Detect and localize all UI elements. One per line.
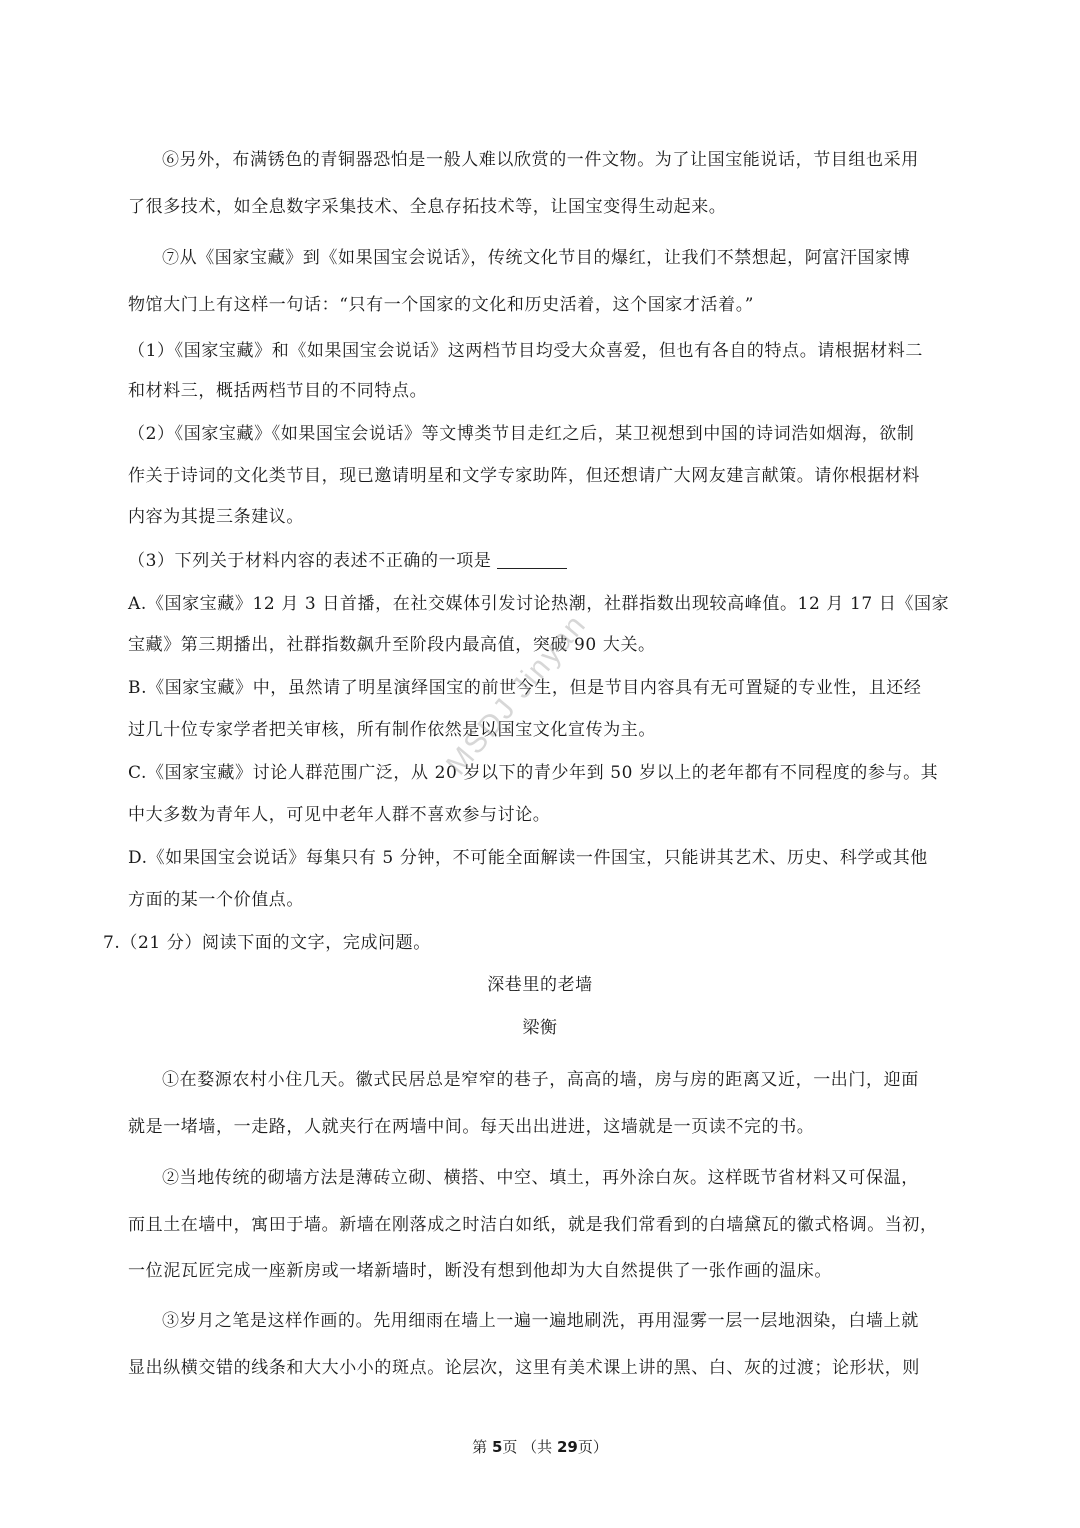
footer-middle: 页 （共	[502, 1438, 557, 1456]
page-number: 5	[491, 1438, 503, 1456]
text-line: 而且土在墙中，寓田于墙。新墙在刚落成之时洁白如纸，就是我们常看到的白墙黛瓦的徽式格调。当初，	[128, 1215, 938, 1235]
text-line: 作关于诗词的文化类节目，现已邀请明星和文学专家助阵，但还想请广大网友建言献策。请你根据材料	[128, 466, 920, 486]
watermark: MSDJ Jinyan	[440, 607, 594, 782]
article-title: 深巷里的老墙	[487, 975, 593, 995]
article-author: 梁衡	[522, 1018, 558, 1038]
text-line: 一位泥瓦匠完成一座新房或一堵新墙时，断没有想到他却为大自然提供了一张作画的温床。	[128, 1261, 832, 1281]
text-line: ③岁月之笔是这样作画的。先用细雨在墙上一遍一遍地刷洗，再用湿雾一层一层地洇染，白墙上就	[162, 1311, 919, 1331]
footer-suffix: 页）	[577, 1438, 608, 1456]
answer-blank	[497, 550, 567, 569]
question-1: （1）《国家宝藏》和《如果国宝会说话》这两档节目均受大众喜爱，但也有各自的特点。请根据材料二	[128, 341, 923, 361]
text-line: 和材料三，概括两档节目的不同特点。	[128, 381, 428, 401]
option-a: A.《国家宝藏》12 月 3 日首播，在社交媒体引发讨论热潮，社群指数出现较高峰值。12 月 17 日《国家	[128, 594, 950, 614]
text-line: 物馆大门上有这样一句话：“只有一个国家的文化和历史活着，这个国家才活着。”	[128, 295, 755, 315]
text-line: 宝藏》第三期播出，社群指数飙升至阶段内最高值，突破 90 大关。	[128, 635, 656, 655]
text-line: 过几十位专家学者把关审核，所有制作依然是以国宝文化宣传为主。	[128, 720, 656, 740]
question-3: （3）下列关于材料内容的表述不正确的一项是	[128, 551, 492, 571]
page-footer	[0, 1436, 1080, 1457]
option-d: D.《如果国宝会说话》每集只有 5 分钟，不可能全面解读一件国宝，只能讲其艺术、历史、科学或其他	[128, 848, 928, 868]
text-line: ⑥另外，布满锈色的青铜器恐怕是一般人难以欣赏的一件文物。为了让国宝能说话，节目组也采用	[162, 150, 919, 170]
option-c: C.《国家宝藏》讨论人群范围广泛，从 20 岁以下的青少年到 50 岁以上的老年都有不同程度的参与。其	[128, 763, 939, 783]
option-b: B.《国家宝藏》中，虽然请了明星演绎国宝的前世今生，但是节目内容具有无可置疑的专业性，且还经	[128, 678, 922, 698]
text-line: 内容为其提三条建议。	[128, 507, 304, 527]
text-line: 中大多数为青年人，可见中老年人群不喜欢参与讨论。	[128, 805, 551, 825]
text-line: ②当地传统的砌墙方法是薄砖立砌、横搭、中空、填土，再外涂白灰。这样既节省材料又可保温，	[162, 1168, 919, 1188]
text-line: 就是一堵墙，一走路，人就夹行在两墙中间。每天出出进进，这墙就是一页读不完的书。	[128, 1117, 815, 1137]
question-3-line	[0, 550, 1080, 572]
text-line: 显出纵横交错的线条和大大小小的斑点。论层次，这里有美术课上讲的黑、白、灰的过渡；论形状，则	[128, 1358, 920, 1378]
question-2: （2）《国家宝藏》《如果国宝会说话》等文博类节目走红之后，某卫视想到中国的诗词浩如烟海，欲制	[128, 424, 915, 444]
question-7-heading: 7.（21 分）阅读下面的文字，完成问题。	[103, 933, 431, 953]
footer-prefix: 第	[472, 1438, 492, 1456]
text-line: 了很多技术，如全息数字采集技术、全息存拓技术等，让国宝变得生动起来。	[128, 197, 727, 217]
text-line: ⑦从《国家宝藏》到《如果国宝会说话》，传统文化节目的爆红，让我们不禁想起，阿富汗国家博	[162, 248, 911, 268]
text-line: 方面的某一个价值点。	[128, 890, 304, 910]
text-line: ①在婺源农村小住几天。徽式民居总是窄窄的巷子，高高的墙，房与房的距离又近，一出门，迎面	[162, 1070, 919, 1090]
total-pages: 29	[556, 1438, 578, 1456]
